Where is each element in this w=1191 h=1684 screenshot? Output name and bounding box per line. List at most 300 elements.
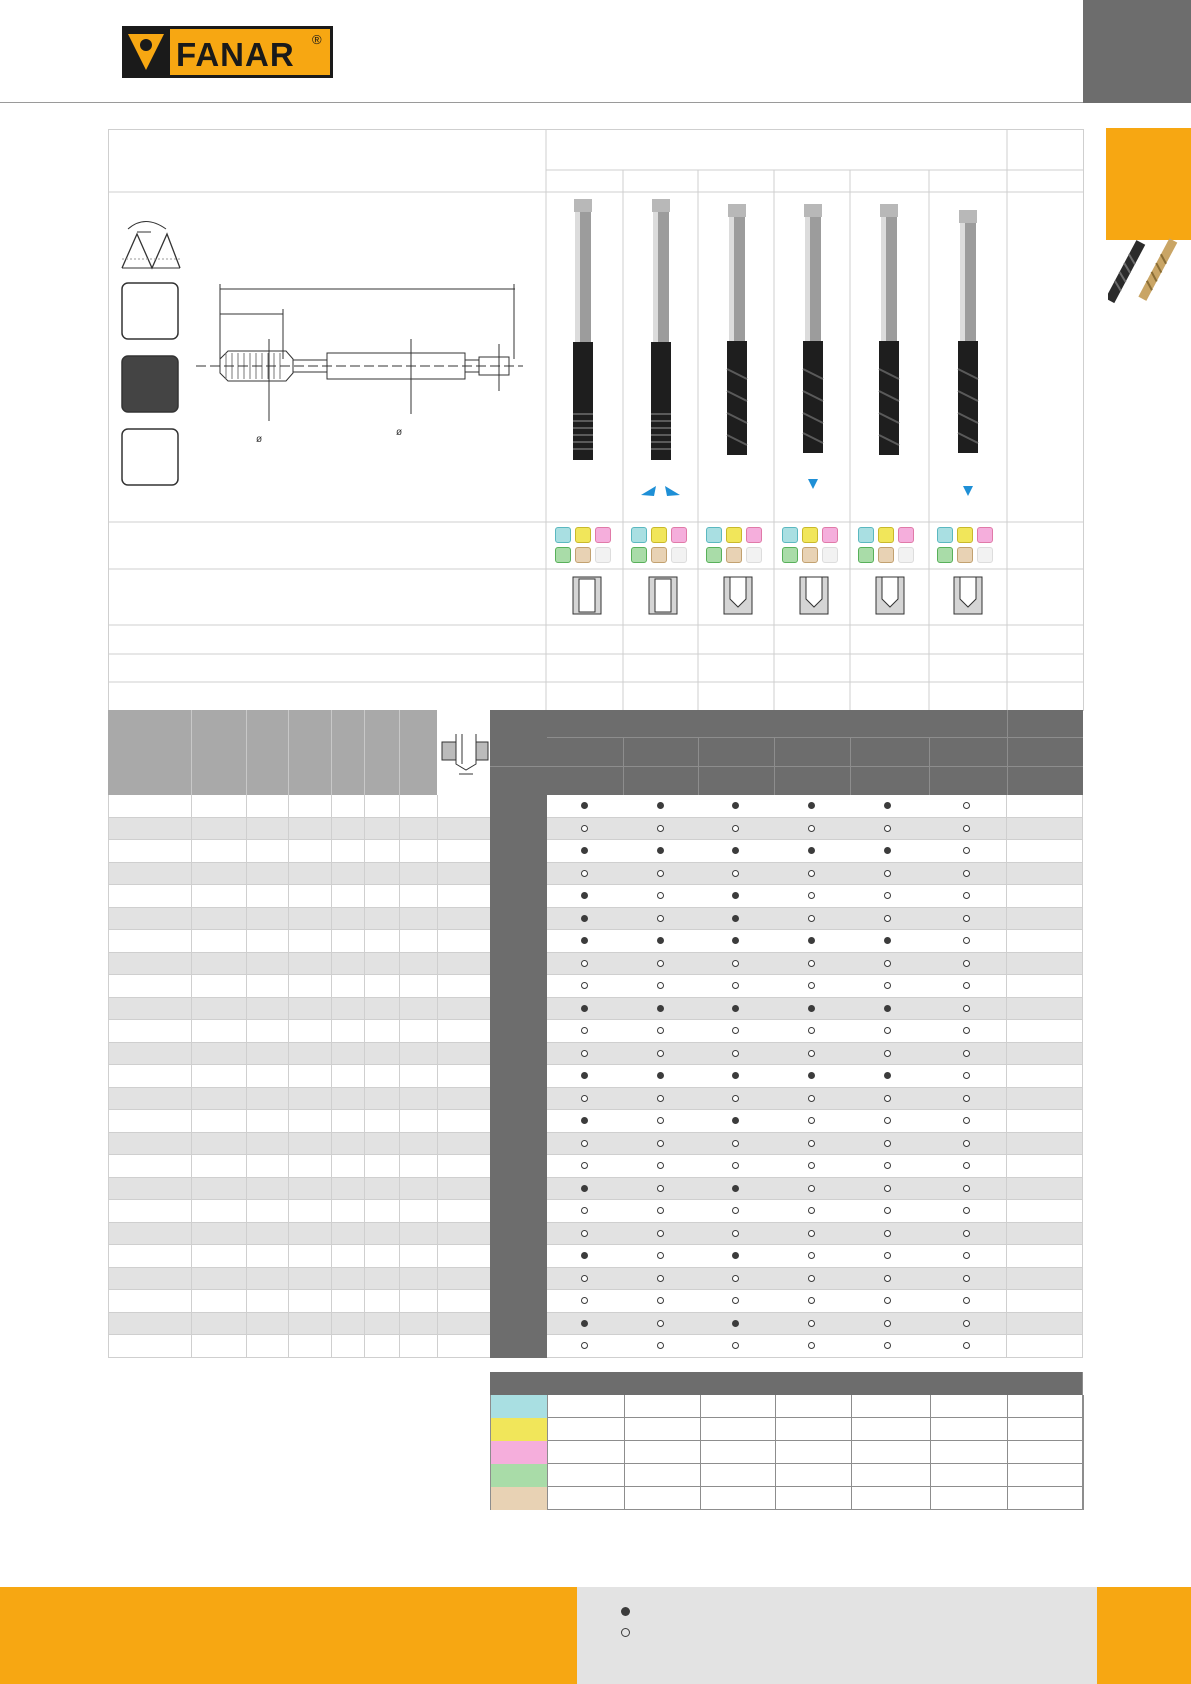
material-swatch	[802, 527, 818, 543]
cell-separator	[364, 975, 365, 998]
table-row	[108, 1290, 1083, 1313]
cell-separator	[288, 1335, 289, 1358]
cell-separator	[288, 1020, 289, 1043]
cell-separator	[288, 975, 289, 998]
cell-separator	[399, 795, 400, 818]
row-code-cell	[490, 1223, 547, 1246]
cell-separator	[331, 1043, 332, 1066]
cell-separator	[191, 1290, 192, 1313]
cell-separator	[288, 1268, 289, 1291]
cell-separator	[191, 1088, 192, 1111]
section-tab	[1106, 128, 1191, 240]
cell-separator	[288, 1223, 289, 1246]
cell-separator	[246, 863, 247, 886]
cell-separator	[331, 975, 332, 998]
cell-separator	[246, 840, 247, 863]
material-swatch	[782, 527, 798, 543]
cell-separator	[288, 1290, 289, 1313]
material-swatch	[651, 547, 667, 563]
cell-separator	[288, 1065, 289, 1088]
table-row	[108, 953, 1083, 976]
tap-image-5	[879, 204, 899, 455]
material-swatch	[555, 547, 571, 563]
cell-separator	[331, 1088, 332, 1111]
cell-separator	[246, 1178, 247, 1201]
cell-separator	[399, 840, 400, 863]
cell-separator	[364, 1313, 365, 1336]
material-swatch	[822, 527, 838, 543]
cell-separator	[191, 1110, 192, 1133]
empty-dot-mark	[657, 1050, 664, 1057]
cell-separator	[191, 863, 192, 886]
cell-separator	[191, 930, 192, 953]
cell-separator	[246, 1043, 247, 1066]
legend-row	[490, 1418, 1083, 1441]
table-row	[108, 1268, 1083, 1291]
shank-alternate-icon	[122, 429, 178, 485]
row-code-cell	[490, 975, 547, 998]
svg-text:ø: ø	[396, 427, 403, 438]
table-row	[108, 998, 1083, 1021]
cell-separator	[437, 1335, 438, 1358]
table-border	[1006, 795, 1007, 1358]
row-code-cell	[490, 1020, 547, 1043]
empty-dot-mark	[963, 1140, 970, 1147]
cell-separator	[364, 1133, 365, 1156]
footer-right-block	[1097, 1587, 1191, 1684]
cell-separator	[331, 1223, 332, 1246]
cell-separator	[437, 930, 438, 953]
material-swatch	[575, 547, 591, 563]
footer-legend-block	[577, 1587, 1097, 1684]
cell-separator	[364, 885, 365, 908]
material-swatch	[671, 527, 687, 543]
cell-separator	[288, 953, 289, 976]
material-swatch	[878, 547, 894, 563]
row-code-cell	[490, 795, 547, 818]
cell-separator	[191, 1245, 192, 1268]
cell-separator	[437, 1155, 438, 1178]
cell-separator	[437, 975, 438, 998]
cell-separator	[191, 1268, 192, 1291]
cell-separator	[399, 1088, 400, 1111]
hole-type-icons	[573, 577, 982, 614]
cell-separator	[246, 1223, 247, 1246]
cell-separator	[191, 840, 192, 863]
cell-separator	[364, 795, 365, 818]
cell-separator	[288, 1110, 289, 1133]
cell-separator	[246, 1110, 247, 1133]
empty-dot-mark	[581, 1230, 588, 1237]
cell-separator	[288, 998, 289, 1021]
cell-separator	[437, 1268, 438, 1291]
filled-dot-mark	[732, 1005, 739, 1012]
cell-separator	[288, 1155, 289, 1178]
empty-dot-mark	[808, 1320, 815, 1327]
legend-color-swatch	[490, 1441, 547, 1464]
empty-dot-mark	[963, 1185, 970, 1192]
empty-dot-mark	[657, 870, 664, 877]
cell-separator	[364, 998, 365, 1021]
cell-separator	[191, 1200, 192, 1223]
cell-separator	[399, 1245, 400, 1268]
cell-separator	[437, 1178, 438, 1201]
cell-separator	[399, 1043, 400, 1066]
material-swatch	[651, 527, 667, 543]
table-header-right	[490, 710, 1083, 795]
material-swatch	[555, 527, 571, 543]
table-header-left	[108, 710, 490, 795]
empty-dot-mark	[657, 1095, 664, 1102]
filled-dot-mark	[581, 1005, 588, 1012]
tap-image-4	[803, 204, 823, 489]
cell-separator	[364, 953, 365, 976]
cell-separator	[399, 1155, 400, 1178]
material-swatch	[706, 547, 722, 563]
table-row	[108, 930, 1083, 953]
cell-separator	[331, 818, 332, 841]
material-swatch	[858, 547, 874, 563]
brand-logo-text: FANAR	[176, 36, 295, 73]
empty-dot-mark	[808, 915, 815, 922]
filled-dot-mark	[884, 1005, 891, 1012]
legend-row	[490, 1395, 1083, 1418]
cell-separator	[437, 1020, 438, 1043]
header-separator	[698, 737, 699, 795]
row-code-cell	[490, 1088, 547, 1111]
empty-dot-mark	[581, 825, 588, 832]
material-swatch	[898, 547, 914, 563]
empty-dot-mark	[581, 960, 588, 967]
cell-separator	[399, 1268, 400, 1291]
cell-separator	[364, 863, 365, 886]
cell-separator	[331, 1178, 332, 1201]
thread-profile-icon	[122, 222, 180, 269]
header-separator	[246, 710, 247, 795]
cell-separator	[364, 1268, 365, 1291]
table-row	[108, 975, 1083, 998]
cell-separator	[437, 840, 438, 863]
cell-separator	[399, 1200, 400, 1223]
filled-dot-mark	[581, 1185, 588, 1192]
cell-separator	[437, 908, 438, 931]
empty-dot-mark	[732, 1230, 739, 1237]
cell-separator	[246, 1290, 247, 1313]
cell-separator	[288, 908, 289, 931]
cell-separator	[246, 908, 247, 931]
material-swatch	[957, 547, 973, 563]
legend-color-swatch	[490, 1487, 547, 1510]
cell-separator	[288, 1133, 289, 1156]
empty-dot-mark	[581, 1050, 588, 1057]
empty-dot-mark	[808, 1095, 815, 1102]
material-swatch	[957, 527, 973, 543]
cell-separator	[246, 795, 247, 818]
empty-dot-mark	[963, 1230, 970, 1237]
cell-separator	[288, 885, 289, 908]
table-row	[108, 1133, 1083, 1156]
cell-separator	[191, 795, 192, 818]
legend-color-swatch	[490, 1464, 547, 1487]
table-border	[108, 795, 109, 1358]
cell-separator	[437, 1088, 438, 1111]
empty-dot-mark	[884, 1050, 891, 1057]
cell-separator	[191, 1155, 192, 1178]
cell-separator	[246, 1335, 247, 1358]
empty-dot-mark	[884, 825, 891, 832]
cell-separator	[191, 1133, 192, 1156]
material-swatch	[977, 547, 993, 563]
cell-separator	[437, 885, 438, 908]
cell-separator	[331, 1133, 332, 1156]
cell-separator	[331, 1335, 332, 1358]
material-swatch	[631, 527, 647, 543]
empty-dot-mark	[884, 1185, 891, 1192]
cell-separator	[191, 998, 192, 1021]
cell-separator	[437, 1133, 438, 1156]
header-separator	[364, 710, 365, 795]
cell-separator	[191, 975, 192, 998]
cell-separator	[331, 1065, 332, 1088]
table-row	[108, 840, 1083, 863]
empty-dot-mark	[581, 1095, 588, 1102]
row-code-cell	[490, 1200, 547, 1223]
cell-separator	[437, 863, 438, 886]
cell-separator	[437, 998, 438, 1021]
empty-dot-mark	[884, 1140, 891, 1147]
cell-separator	[399, 1133, 400, 1156]
cell-separator	[399, 975, 400, 998]
cell-separator	[399, 863, 400, 886]
filled-dot-mark	[808, 1005, 815, 1012]
empty-dot-mark	[963, 1320, 970, 1327]
cell-separator	[288, 795, 289, 818]
cell-separator	[364, 1065, 365, 1088]
legend-border	[1082, 1372, 1083, 1510]
material-swatch	[782, 547, 798, 563]
cell-separator	[331, 1155, 332, 1178]
cell-separator	[364, 1155, 365, 1178]
filled-dot-mark	[657, 1005, 664, 1012]
empty-dot-mark	[884, 960, 891, 967]
cell-separator	[364, 1245, 365, 1268]
table-row	[108, 1178, 1083, 1201]
cell-separator	[437, 1065, 438, 1088]
header-separator	[623, 737, 624, 795]
empty-dot-mark	[963, 825, 970, 832]
empty-dot-mark	[963, 1275, 970, 1282]
table-row	[108, 1335, 1083, 1358]
cell-separator	[288, 1088, 289, 1111]
cell-separator	[331, 1290, 332, 1313]
cell-separator	[191, 953, 192, 976]
tap-dimension-drawing	[196, 284, 523, 445]
filled-dot-mark	[581, 1320, 588, 1327]
table-row	[108, 1155, 1083, 1178]
empty-dot-mark	[884, 1320, 891, 1327]
row-code-cell	[490, 1245, 547, 1268]
empty-dot-mark	[808, 1185, 815, 1192]
cell-separator	[331, 930, 332, 953]
cell-separator	[331, 1200, 332, 1223]
empty-dot-mark	[808, 1230, 815, 1237]
cell-separator	[288, 1178, 289, 1201]
table-row	[108, 863, 1083, 886]
cell-separator	[191, 1223, 192, 1246]
header-separator	[929, 737, 930, 795]
cell-separator	[437, 1223, 438, 1246]
row-code-cell	[490, 998, 547, 1021]
cell-separator	[246, 1088, 247, 1111]
table-row	[108, 1313, 1083, 1336]
shank-coated-icon	[122, 356, 178, 412]
cell-separator	[364, 1335, 365, 1358]
header-separator	[288, 710, 289, 795]
empty-dot-mark	[657, 1230, 664, 1237]
cell-separator	[191, 1065, 192, 1088]
empty-dot-mark	[657, 1185, 664, 1192]
empty-dot-mark	[657, 1320, 664, 1327]
filled-dot-mark	[732, 915, 739, 922]
cell-separator	[331, 998, 332, 1021]
empty-dot-mark	[581, 1140, 588, 1147]
legend-separator	[1083, 1395, 1084, 1510]
tap-image-2	[641, 199, 680, 496]
cell-separator	[364, 818, 365, 841]
row-code-cell	[490, 1290, 547, 1313]
empty-dot-mark	[732, 960, 739, 967]
cell-separator	[246, 1065, 247, 1088]
material-swatch	[595, 547, 611, 563]
empty-dot-mark	[732, 1140, 739, 1147]
cell-separator	[399, 1335, 400, 1358]
material-swatch	[937, 527, 953, 543]
cell-separator	[364, 1088, 365, 1111]
row-code-cell	[490, 863, 547, 886]
empty-dot-mark	[732, 1275, 739, 1282]
empty-dot-mark	[581, 870, 588, 877]
cell-separator	[399, 1223, 400, 1246]
cell-separator	[364, 930, 365, 953]
row-code-cell	[490, 1110, 547, 1133]
tap-image-3	[727, 204, 747, 455]
cell-separator	[331, 1268, 332, 1291]
cell-separator	[437, 953, 438, 976]
row-code-cell	[490, 818, 547, 841]
cell-separator	[399, 930, 400, 953]
legend-row	[490, 1464, 1083, 1487]
empty-dot-mark	[884, 1095, 891, 1102]
empty-dot-mark	[581, 1275, 588, 1282]
header-corner-block	[1083, 0, 1191, 103]
row-code-cell	[490, 930, 547, 953]
tool-overview-panel	[108, 129, 1084, 711]
cell-separator	[288, 1245, 289, 1268]
table-row	[108, 908, 1083, 931]
header-separator	[774, 737, 775, 795]
empty-dot-mark	[657, 1275, 664, 1282]
cell-separator	[288, 1043, 289, 1066]
row-code-cell	[490, 1065, 547, 1088]
cell-separator	[437, 795, 438, 818]
cell-separator	[437, 1110, 438, 1133]
empty-dot-mark	[732, 870, 739, 877]
table-row	[108, 1110, 1083, 1133]
cell-separator	[191, 818, 192, 841]
cell-separator	[288, 840, 289, 863]
cell-separator	[437, 1290, 438, 1313]
cell-separator	[191, 1020, 192, 1043]
table-row	[108, 1200, 1083, 1223]
cell-separator	[246, 1133, 247, 1156]
material-swatch	[746, 527, 762, 543]
empty-dot-icon	[621, 1628, 630, 1637]
cell-separator	[331, 1020, 332, 1043]
table-row	[108, 795, 1083, 818]
cell-separator	[364, 908, 365, 931]
cell-separator	[191, 1313, 192, 1336]
header-divider	[0, 102, 1083, 103]
empty-dot-mark	[657, 915, 664, 922]
tap-image-1	[573, 199, 593, 460]
cell-separator	[364, 1223, 365, 1246]
cell-separator	[364, 1110, 365, 1133]
filled-dot-icon	[621, 1607, 630, 1616]
row-code-cell	[490, 1268, 547, 1291]
cell-separator	[288, 930, 289, 953]
cell-separator	[399, 1178, 400, 1201]
row-code-cell	[490, 1155, 547, 1178]
cell-separator	[364, 840, 365, 863]
cell-separator	[191, 1178, 192, 1201]
empty-dot-mark	[657, 960, 664, 967]
empty-dot-mark	[884, 915, 891, 922]
cell-separator	[191, 1335, 192, 1358]
legend-separator	[851, 1395, 852, 1510]
header-separator	[1007, 710, 1008, 795]
header-separator	[850, 737, 851, 795]
cell-separator	[399, 1020, 400, 1043]
cell-separator	[399, 1290, 400, 1313]
empty-dot-mark	[884, 870, 891, 877]
table-row	[108, 818, 1083, 841]
cell-separator	[246, 818, 247, 841]
cell-separator	[331, 795, 332, 818]
header-rule	[490, 766, 1083, 767]
material-swatch	[726, 527, 742, 543]
material-swatch	[977, 527, 993, 543]
legend-separator	[775, 1395, 776, 1510]
cell-separator	[246, 1245, 247, 1268]
cell-separator	[288, 1313, 289, 1336]
tap-image-6	[958, 210, 978, 496]
row-code-cell	[490, 953, 547, 976]
legend-row	[490, 1487, 1083, 1510]
row-code-cell	[490, 1133, 547, 1156]
cell-separator	[364, 1043, 365, 1066]
header-rule	[547, 737, 1083, 738]
empty-dot-mark	[808, 1275, 815, 1282]
cell-separator	[364, 1178, 365, 1201]
cell-separator	[246, 1155, 247, 1178]
cell-separator	[246, 1313, 247, 1336]
cell-separator	[437, 1200, 438, 1223]
table-row	[108, 1020, 1083, 1043]
cell-separator	[246, 1268, 247, 1291]
cell-separator	[364, 1020, 365, 1043]
footer-left-block	[0, 1587, 577, 1684]
cell-separator	[399, 885, 400, 908]
